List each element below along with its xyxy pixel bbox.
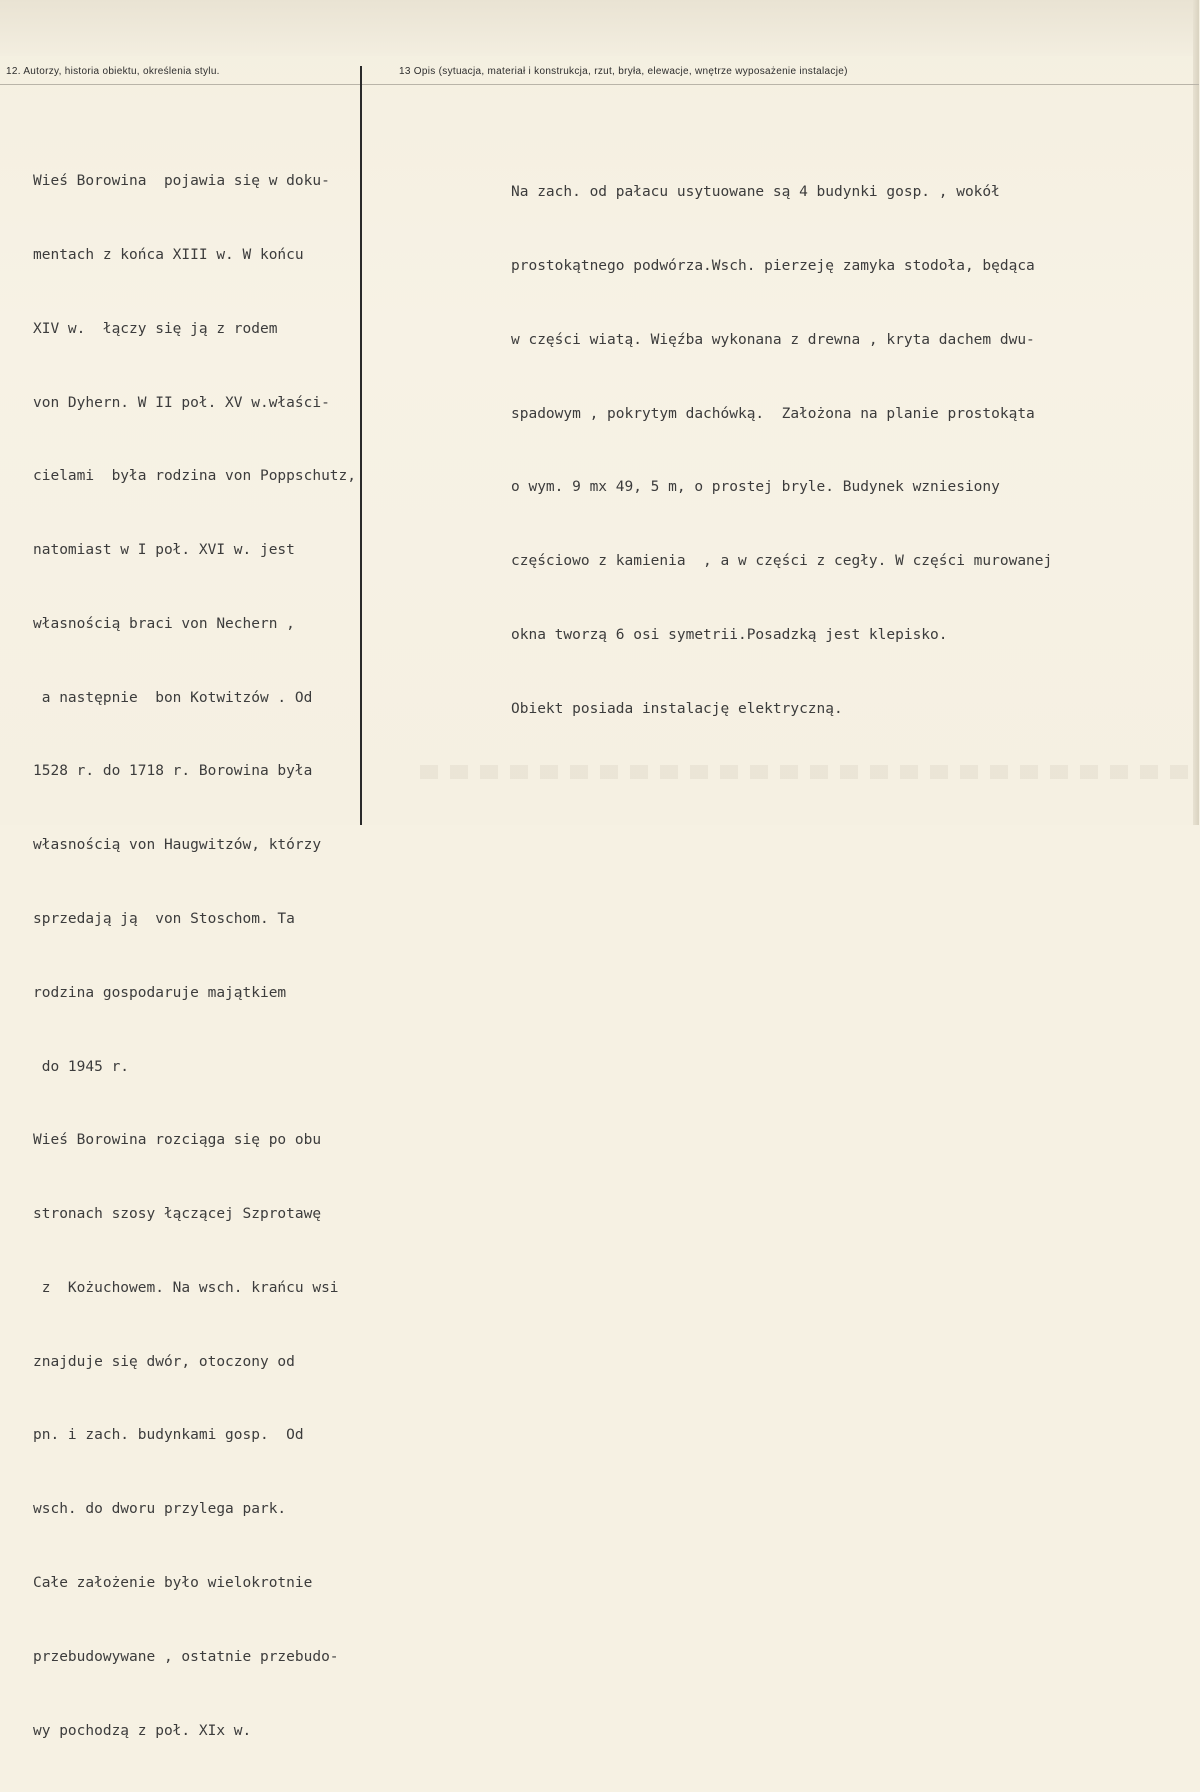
text-line: Wieś Borowina pojawia się w doku- — [33, 173, 330, 190]
text-line: Wieś Borowina rozciąga się po obu — [33, 1132, 322, 1149]
text-line: spadowym , pokrytym dachówką. Założona na planie prostokąta — [511, 405, 1035, 422]
text-line: stronach szosy łączącej Szprotawę — [33, 1206, 322, 1223]
text-line: w części wiatą. Więźba wykonana z drewna , kryta dachem dwu- — [511, 331, 1035, 348]
text-line: o wym. 9 mx 49, 5 m, o prostej bryle. Budynek wzniesiony — [511, 479, 1000, 496]
text-line: z Kożuchowem. Na wsch. krańcu wsi — [33, 1279, 339, 1296]
text-line: cielami była rodzina von Poppschutz, — [33, 468, 357, 485]
text-line: Na zach. od pałacu usytuowane są 4 budynki gosp. , wokół — [511, 184, 1000, 201]
column-divider — [360, 66, 362, 825]
text-line: prostokątnego podwórza.Wsch. pierzeję zamyka stodoła, będąca — [511, 257, 1035, 274]
text-line: 1528 r. do 1718 r. Borowina była — [33, 763, 313, 780]
text-line: znajduje się dwór, otoczony od — [33, 1353, 295, 1370]
text-line: natomiast w I poł. XVI w. jest — [33, 542, 295, 559]
text-line: mentach z końca XIII w. W końcu — [33, 246, 304, 263]
text-line: wsch. do dworu przylega park. — [33, 1501, 287, 1518]
text-line: XIV w. łączy się ją z rodem — [33, 320, 278, 337]
header-divider — [0, 84, 1199, 85]
card-right-edge — [1193, 0, 1199, 825]
section-12-header: 12. Autorzy, historia obiektu, określenia stylu. — [6, 66, 220, 77]
text-line: pn. i zach. budynkami gosp. Od — [33, 1427, 304, 1444]
section-13-header: 13 Opis (sytuacja, materiał i konstrukcja, rzut, bryła, elewacje, wnętrze wyposażenie instalacje) — [399, 66, 848, 77]
text-line: częściowo z kamienia , a w części z cegły. W części murowanej — [511, 553, 1053, 570]
text-line: przebudowywane , ostatnie przebudo- — [33, 1648, 339, 1665]
text-line: wy pochodzą z poł. XIx w. — [33, 1722, 252, 1739]
text-line: okna tworzą 6 osi symetrii.Posadzką jest klepisko. — [511, 626, 948, 643]
text-line: von Dyhern. W II poł. XV w.właści- — [33, 394, 330, 411]
bleed-through-marks — [420, 765, 1200, 779]
text-line: Całe założenie było wielokrotnie — [33, 1575, 313, 1592]
card-top-edge — [0, 0, 1199, 56]
text-line: sprzedają ją von Stoschom. Ta — [33, 911, 295, 927]
text-line: własnością braci von Nechern , — [33, 615, 295, 632]
text-line: do 1945 r. — [33, 1058, 130, 1075]
text-line: a następnie bon Kotwitzów . Od — [33, 689, 313, 706]
text-line: własnością von Haugwitzów, którzy — [33, 837, 322, 854]
history-text — [33, 120, 356, 1792]
text-line: Obiekt posiada instalację elektryczną. — [511, 700, 843, 717]
text-line: rodzina gospodaruje majątkiem — [33, 984, 287, 1001]
description-text — [511, 131, 1052, 770]
